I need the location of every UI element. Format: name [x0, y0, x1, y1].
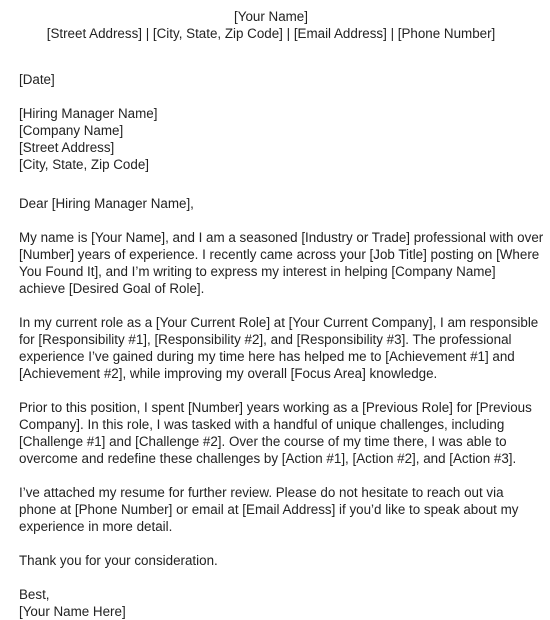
- paragraph-line: In my current role as a [Your Current Role] at [Your Current Company], I am responsible: [19, 315, 539, 330]
- paragraph-resume: [19, 484, 539, 535]
- paragraph-line: [Challenge #1] and [Challenge #2]. Over the course of my time there, I was able to: [19, 434, 507, 449]
- letter-date: [Date]: [19, 72, 55, 87]
- paragraph-line: for [Responsibility #1], [Responsibility #2], and [Responsibility #3]. The professional: [19, 332, 512, 347]
- sender-name: [Your Name]: [234, 9, 308, 24]
- paragraph-line: experience I’ve gained during my time here has helped me to [Achievement #1] and: [19, 349, 515, 364]
- recipient-line: [Hiring Manager Name]: [19, 106, 158, 121]
- paragraph-current-role: [19, 314, 539, 382]
- paragraph-line: Prior to this position, I spent [Number] years working as a [Previous Role] for [Previous: [19, 400, 532, 415]
- paragraph-intro: [19, 229, 544, 297]
- paragraph-line: phone at [Phone Number] or email at [Email Address] if you’d like to speak about my: [19, 502, 519, 517]
- letter-body: [19, 71, 544, 620]
- recipient-line: [Company Name]: [19, 123, 124, 138]
- recipient-block: [19, 105, 539, 173]
- paragraph-line: You Found It], and I’m writing to express my interest in helping [Company Name]: [19, 264, 496, 279]
- recipient-line: [City, State, Zip Code]: [19, 157, 149, 172]
- paragraph-line: Company]. In this role, I was tasked with a handful of unique challenges, including: [19, 417, 505, 432]
- paragraph-previous-role: [19, 399, 539, 467]
- paragraph-line: overcome and redefine these challenges by [Action #1], [Action #2], and [Action #3].: [19, 451, 517, 466]
- paragraph-line: experience in more detail.: [19, 519, 173, 534]
- signoff-block: [19, 586, 539, 620]
- paragraph-line: [Achievement #2], while improving my overall [Focus Area] knowledge.: [19, 366, 438, 381]
- salutation: Dear [Hiring Manager Name],: [19, 196, 194, 211]
- letter-header: [0, 8, 542, 42]
- thanks-line: Thank you for your consideration.: [19, 553, 218, 568]
- sender-contact-line: [Street Address] | [City, State, Zip Code] | [Email Address] | [Phone Number]: [46, 26, 496, 41]
- signature-name: [Your Name Here]: [19, 604, 126, 619]
- paragraph-line: My name is [Your Name], and I am a seasoned [Industry or Trade] professional with over: [19, 230, 544, 245]
- closing-line: Best,: [19, 587, 50, 602]
- paragraph-line: I’ve attached my resume for further review. Please do not hesitate to reach out via: [19, 485, 504, 500]
- paragraph-line: achieve [Desired Goal of Role].: [19, 281, 205, 296]
- paragraph-line: [Number] years of experience. I recently came across your [Job Title] posting on [Where: [19, 247, 540, 262]
- recipient-line: [Street Address]: [19, 140, 115, 155]
